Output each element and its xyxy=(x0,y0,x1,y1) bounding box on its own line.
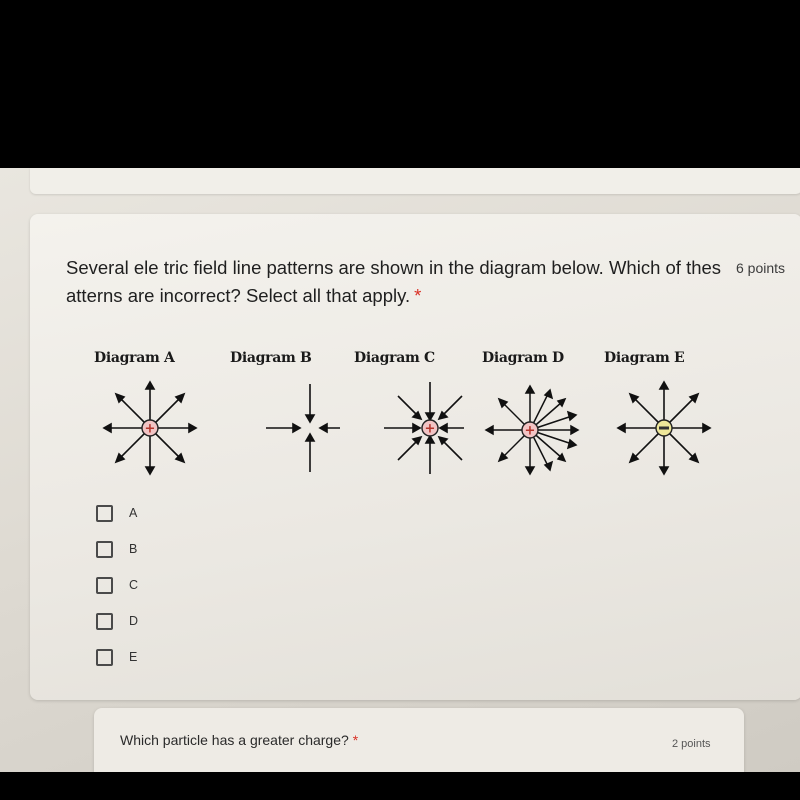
diagram-e xyxy=(604,380,714,480)
option-e[interactable] xyxy=(96,644,296,670)
checkbox-e[interactable] xyxy=(96,649,113,666)
next-question-card xyxy=(94,708,744,772)
next-required-asterisk: * xyxy=(352,732,359,748)
checkbox-d[interactable] xyxy=(96,613,113,630)
option-b[interactable] xyxy=(96,536,296,562)
diagram-c-sign: + xyxy=(424,421,436,437)
checkbox-c[interactable] xyxy=(96,577,113,594)
field-diagrams-image xyxy=(90,350,730,500)
option-c-label: C xyxy=(129,578,139,592)
question-card xyxy=(30,214,800,700)
checkbox-b[interactable] xyxy=(96,541,113,558)
browser-viewport xyxy=(0,168,800,772)
option-a-label: A xyxy=(129,506,138,520)
question-body: Several ele tric field line patterns are shown in the diagram below. Which of thes atterns are incorrect? Select all that apply. xyxy=(66,257,722,306)
diagram-e-title: Diagram E xyxy=(604,350,685,366)
option-a[interactable] xyxy=(96,500,296,526)
checkbox-a[interactable] xyxy=(96,505,113,522)
option-b-label: B xyxy=(129,542,138,556)
diagram-d-sign: + xyxy=(524,423,536,439)
next-question-body: Which particle has a greater charge? xyxy=(120,732,349,748)
option-c[interactable] xyxy=(96,572,296,598)
next-question-text xyxy=(120,732,358,748)
question-text xyxy=(66,254,726,310)
next-question-points: 2 points xyxy=(672,738,711,750)
previous-question-card xyxy=(30,168,800,194)
diagram-d xyxy=(482,380,602,480)
diagram-c-title: Diagram C xyxy=(354,350,435,366)
option-d[interactable] xyxy=(96,608,296,634)
required-asterisk: * xyxy=(414,285,422,306)
diagram-b-title: Diagram B xyxy=(230,350,312,366)
option-e-label: E xyxy=(129,650,138,664)
diagram-a xyxy=(94,380,204,480)
diagram-c xyxy=(354,380,464,480)
diagram-e-sign xyxy=(659,427,669,430)
diagram-b xyxy=(230,380,340,480)
diagram-d-title: Diagram D xyxy=(482,350,564,366)
question-points: 6 points xyxy=(736,260,786,276)
diagram-a-sign: + xyxy=(144,421,156,437)
diagram-a-title: Diagram A xyxy=(94,350,175,366)
option-d-label: D xyxy=(129,614,139,628)
